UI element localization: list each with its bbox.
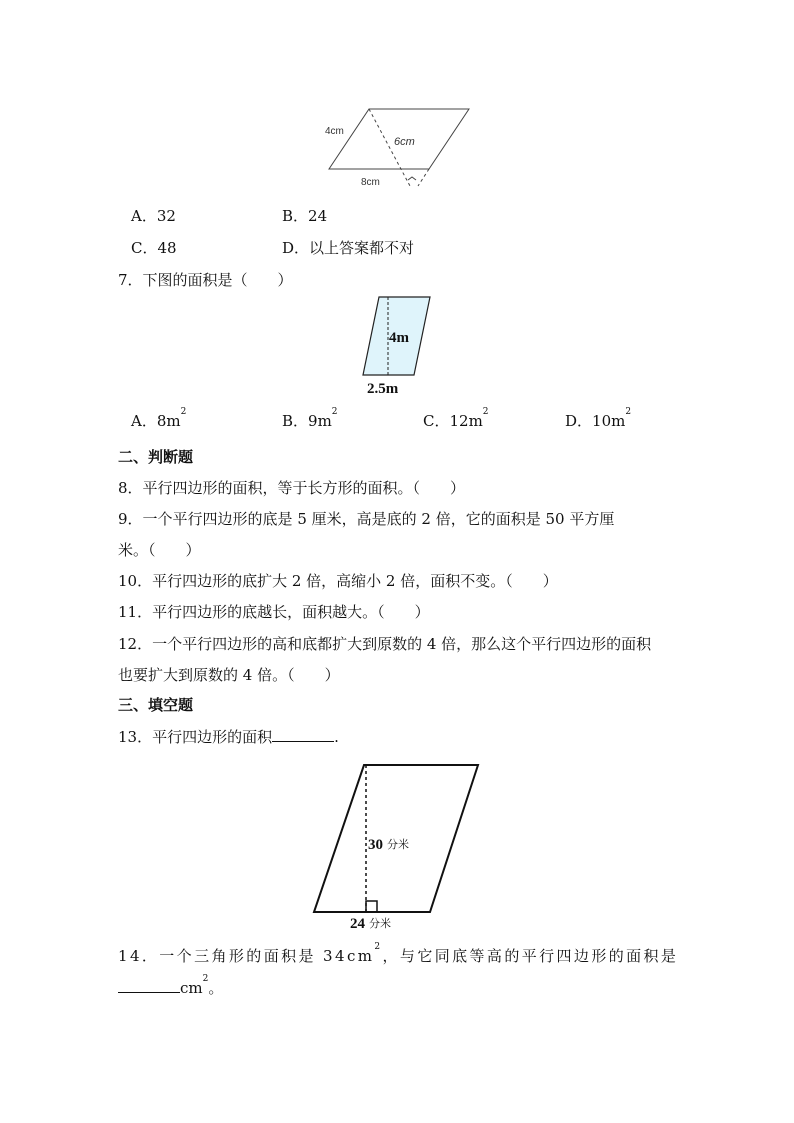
q8-text: 8．平行四边形的面积，等于长方形的面积。（ ）: [118, 479, 466, 497]
q13-height-number: 30: [368, 837, 383, 853]
q13-text: 13．平行四边形的面积 .: [118, 728, 339, 746]
q7-option-a: A．$8m^2$: [131, 407, 187, 430]
q6-side-label: 4cm: [325, 126, 344, 137]
q11-text: 11．平行四边形的底越长，面积越大。（ ）: [118, 603, 430, 621]
q6-parallelogram-svg: [320, 100, 480, 192]
q14-answer-blank[interactable]: [118, 978, 180, 993]
q7-parallelogram-figure: [355, 292, 440, 398]
q7-parallelogram-svg: [355, 292, 440, 398]
q13-parallelogram-figure: [308, 760, 488, 934]
q13-base-unit: 分米: [369, 918, 391, 930]
q6-option-d: D．以上答案都不对: [282, 239, 415, 257]
q13-base-number: 24: [350, 916, 365, 932]
q7-base-label: 2.5m: [367, 381, 399, 397]
q6-height-label: 6cm: [394, 136, 415, 148]
q10-text: 10．平行四边形的底扩大 2 倍，高缩小 2 倍，面积不变。（ ）: [118, 572, 558, 590]
q7-height-label: 4m: [389, 330, 409, 346]
q6-base-label: 8cm: [361, 177, 380, 188]
q14-text-line2: $cm^2$。: [118, 977, 223, 998]
q13-parallelogram-svg: [308, 760, 488, 934]
q6-parallelogram-figure: [320, 100, 480, 192]
section3-title: 三、填空题: [118, 696, 194, 714]
q14-text-line1: 14．一个三角形的面积是 $34cm^2$，与它同底等高的平行四边形的面积是: [118, 942, 679, 965]
q13-answer-blank[interactable]: [272, 727, 334, 742]
q6-option-c: C．48: [131, 239, 177, 257]
q6-option-b: B．24: [282, 207, 328, 225]
q7-option-b: B．$9m^2$: [282, 407, 338, 430]
q12-text-line1: 12．一个平行四边形的高和底都扩大到原数的 4 倍，那么这个平行四边形的面积: [118, 635, 652, 653]
q12-text-line2: 也要扩大到原数的 4 倍。（ ）: [118, 666, 340, 684]
q13-height-unit: 分米: [387, 839, 409, 851]
section2-title: 二、判断题: [118, 448, 194, 466]
q7-option-d: D．$10m^2$: [565, 407, 632, 430]
q9-text-line2: 米。（ ）: [118, 541, 201, 559]
q7-option-c: C．$12m^2$: [423, 407, 489, 430]
q7-question-text: 7．下图的面积是（ ）: [118, 271, 293, 289]
q6-option-a: A．32: [131, 207, 176, 225]
q9-text-line1: 9．一个平行四边形的底是 5 厘米，高是底的 2 倍，它的面积是 50 平方厘: [118, 510, 615, 528]
